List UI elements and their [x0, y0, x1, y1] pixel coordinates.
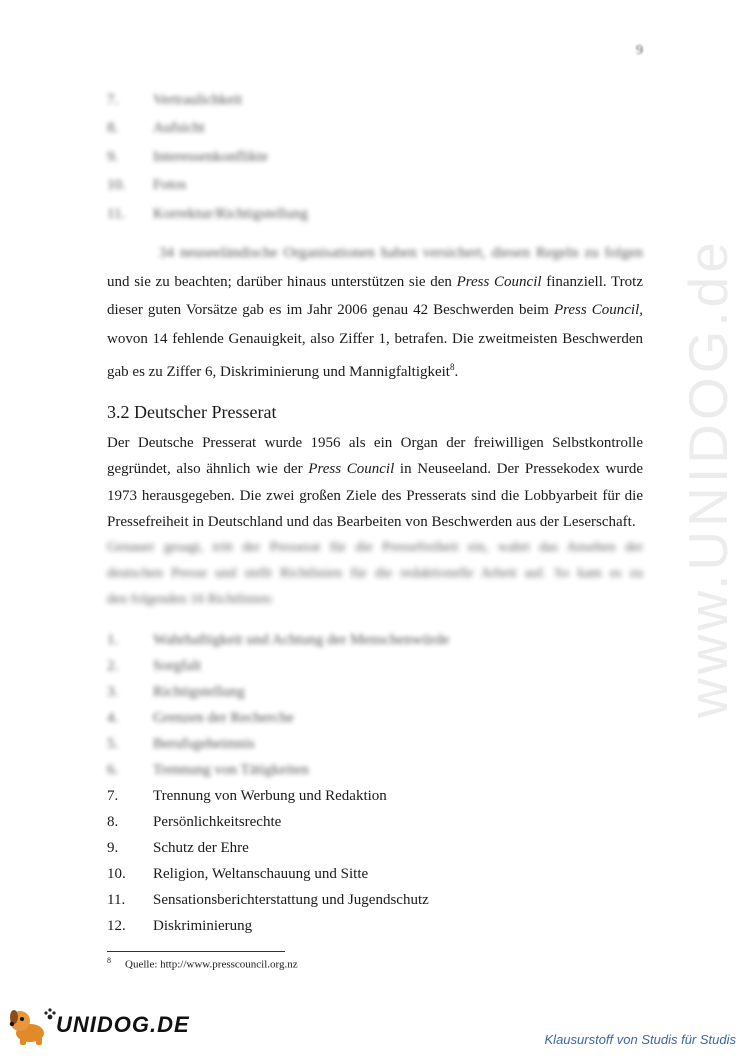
- list-item: 3. Richtigstellung: [107, 684, 245, 700]
- list-item: 8. Persönlichkeitsrechte: [107, 814, 282, 830]
- blurred-text: 34 neuseeländische Organisationen haben versichert, diesen Regeln zu folgen: [159, 245, 643, 261]
- guidelines-list-pressekodex: [107, 629, 449, 941]
- watermark: www.UNIDOG.de: [677, 238, 739, 718]
- list-item: 2. Sorgfalt: [107, 658, 202, 674]
- list-item: 5. Berufsgeheimnis: [107, 736, 255, 752]
- list-item: 7. Trennung von Werbung und Redaktion: [107, 788, 387, 804]
- footnote-reference: 8: [449, 362, 455, 373]
- list-item: 12. Diskriminierung: [107, 918, 253, 934]
- footnote: [107, 956, 298, 971]
- dog-icon: [6, 1003, 58, 1047]
- unidog-logo[interactable]: [6, 1003, 190, 1047]
- page-number: 9: [636, 43, 643, 58]
- list-item: 9. Schutz der Ehre: [107, 840, 249, 856]
- list-item: 11. Sensationsberichterstattung und Jugendschutz: [107, 892, 429, 908]
- footnote-text: Quelle: http://www.presscouncil.org.nz: [125, 958, 298, 971]
- list-item: 11. Korrektur/Richtigstellung: [107, 205, 308, 222]
- list-item: 4. Grenzen der Recherche: [107, 710, 294, 726]
- paragraph-deutscher-presserat: Der Deutsche Presserat wurde 1956 als ein Organ der freiwilligen Selbstkontrolle gegründet, also ähnlich wie der Press Council in Neuseeland. Der Pressekodex wurde 1973 herausgegeben. Die zwei großen Ziele des Presserats sind die Lobbyarbeit für die Pressefreiheit in Deutschland und das Bearbeiten von Beschwerden aus der Leserschaft.: [107, 435, 644, 530]
- footnote-divider: [107, 951, 285, 952]
- list-item: 10. Fotos: [107, 177, 187, 194]
- guidelines-list-top: [107, 89, 308, 231]
- section-heading: 3.2 Deutscher Presserat: [107, 402, 277, 422]
- footnote-marker: 8: [107, 956, 111, 965]
- list-item: 7. Vertraulichkeit: [107, 92, 243, 108]
- list-item: 6. Trennung von Tätigkeiten: [107, 762, 309, 778]
- list-item: 10. Religion, Weltanschauung und Sitte: [107, 866, 369, 882]
- logo-text: UNIDOG.DE: [56, 1012, 190, 1037]
- blurred-paragraph: Genauer gesagt, tritt der Presserat für die Pressefreiheit ein, wahrt das Ansehen der deutschen Presse und stellt Richtlinien für die redaktionelle Arbeit auf. So kam es zu den folgenden 16 Richtlinien:: [107, 540, 643, 607]
- list-item: 8. Aufsicht: [107, 120, 205, 137]
- paragraph-press-council: 34 neuseeländische Organisationen haben versichert, diesen Regeln zu folgen und sie zu beachten; darüber hinaus unterstützen sie den Press Council finanziell. Trotz dieser guten Vorsätze gab es im Jahr 2006 genau 42 Beschwerden beim Press Council, wovon 14 fehlende Genauigkeit, also Ziffer 1, betrafen. Die zweitmeisten Beschwerden gab es zu Ziffer 6, Diskriminierung und Mannigfaltigkeit$^8$.: [107, 245, 643, 381]
- list-item: 1. Wahrhaftigkeit und Achtung der Menschenwürde: [107, 632, 450, 648]
- list-item: 9. Interessenkonflikte: [107, 148, 268, 165]
- tagline: Klausurstoff von Studis für Studis: [544, 1032, 736, 1047]
